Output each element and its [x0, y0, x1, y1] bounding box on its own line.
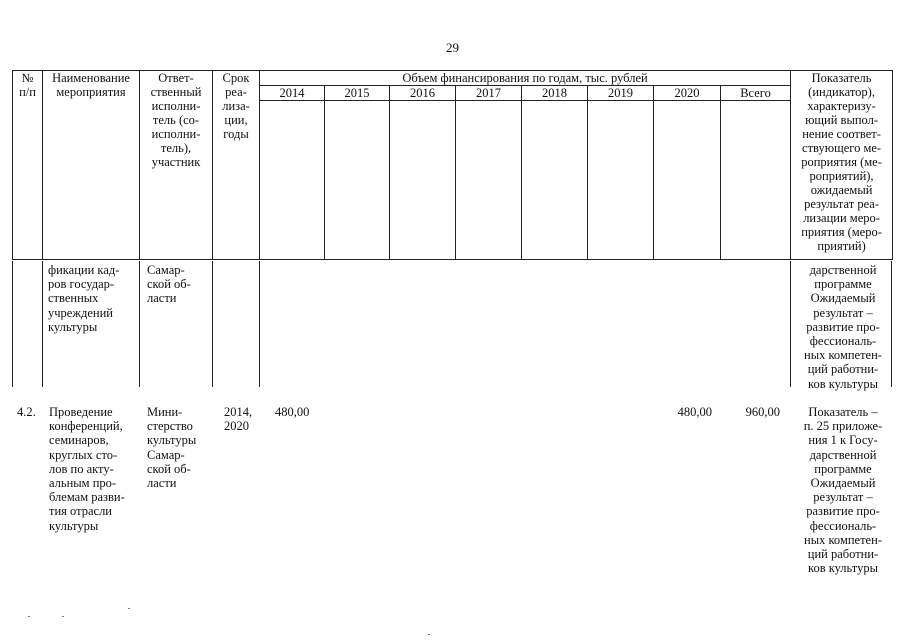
continued-row-executor: Самар- ской об- ласти — [147, 263, 191, 306]
column-rule — [139, 261, 140, 387]
scan-speck — [428, 634, 430, 635]
row-value-total: 960,00 — [745, 405, 780, 419]
column-rule — [259, 261, 260, 387]
column-rule — [790, 261, 791, 387]
header-year-2015: 2015 — [325, 86, 390, 101]
column-rule — [891, 261, 892, 387]
header-year-2014: 2014 — [260, 86, 325, 101]
row-executor: Мини- стерство культуры Самар- ской об- ласти — [147, 405, 197, 491]
header-year-2017: 2017 — [456, 86, 522, 101]
table-header — [12, 70, 893, 260]
column-rule — [12, 261, 13, 387]
header-year-2016: 2016 — [390, 86, 456, 101]
header-col-term: Срок реа-лиза-ции, годы — [213, 71, 260, 260]
page-number: 29 — [446, 40, 459, 55]
row-indicator: Показатель – п. 25 приложе- ния 1 к Госу- дарственной программе Ожидаемый результат – развитие про- фессиональ- ных компетен- ций работни- ков культуры — [803, 405, 883, 576]
header-col-financing: Объем финансирования по годам, тыс. рублей — [260, 71, 791, 86]
continued-row-indicator: дарственной программе Ожидаемый результат – развитие про- фессиональ- ных компетен- ций работни- ков культуры — [804, 263, 882, 391]
row-name: Проведение конференций, семинаров, круглых сто- лов по акту- альным про- блемам разви- тия отрасли культуры — [49, 405, 125, 533]
column-rule — [212, 261, 213, 387]
row-term: 2014, 2020 — [224, 405, 253, 434]
column-rule — [42, 261, 43, 387]
scan-speck — [28, 616, 30, 617]
header-col-name: Наименование мероприятия — [43, 71, 140, 260]
scan-speck — [62, 616, 64, 617]
continued-row-name: фикации кад- ров государ- ственных учреждений культуры — [48, 263, 120, 334]
header-col-executor: Ответ-ственный исполни-тель (со-исполни-тель), участник — [140, 71, 213, 260]
header-year-2018: 2018 — [522, 86, 588, 101]
scan-speck — [128, 608, 130, 609]
header-year-total: Всего — [721, 86, 791, 101]
row-value-2020: 480,00 — [677, 405, 712, 419]
row-value-2014: 480,00 — [275, 405, 310, 419]
row-number: 4.2. — [17, 405, 36, 419]
header-year-2020: 2020 — [654, 86, 721, 101]
header-col-indicator: Показатель (индикатор), характеризу-ющий выпол-нение соответ-ствующего ме-роприятия (ме-роприятий), ожидаемый результат реа-лизации меро-приятия (меро-приятий) — [791, 71, 893, 260]
header-col-number: № п/п — [13, 71, 43, 260]
header-year-2019: 2019 — [588, 86, 654, 101]
